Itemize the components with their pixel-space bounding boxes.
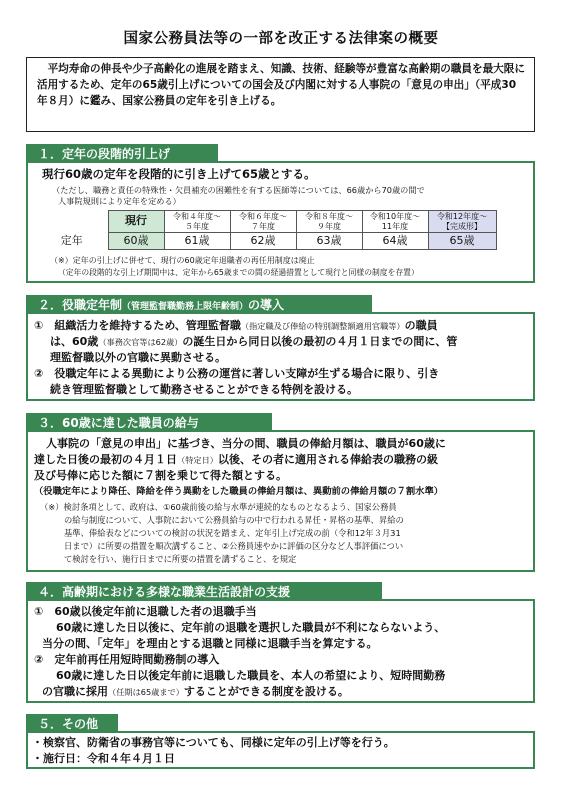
section-4-item-2-title: ② 定年前再任用短時間勤務制の導入	[34, 653, 220, 666]
table-row	[36, 233, 496, 250]
section-4-item-1-line-1: 60歳に達した日以後に、定年前の退職を選択した職員が不利にならないよう、	[56, 621, 446, 634]
section-3-line-4: （役職定年により降任、降給を伴う異動をした職員の俸給月額は、異動前の俸給月額の７割水準）	[34, 486, 444, 497]
table-corner	[36, 211, 108, 233]
section-2-box	[26, 312, 535, 401]
section-3-box	[26, 430, 535, 572]
section-2-item-1-line-1: ① 組織活力を維持するため、管理監督職（指定職及び俸給の特別調整額適用官職等）の職員	[34, 319, 438, 332]
retirement-age-table	[36, 210, 497, 250]
section-4-item-1-title: ① 60歳以後定年前に退職した者の退職手当	[34, 605, 257, 618]
page-title: 国家公務員法等の一部を改正する法律案の概要	[123, 31, 439, 47]
intro-box: 平均寿命の伸長や少子高齢化の進展を踏まえ、知識、技術、経験等が豊富な高齢期の職員を最大限に活用するため、定年の65歳引上げについての国会及び内閣に対する人事院の「意見の申出」（平成30年８月）に鑑み、国家公務員の定年を引き上げる。	[26, 57, 535, 132]
section-3-note-2: の給与制度について、人事院において公務員給与の中で行われる昇任・昇格の基準、昇給の	[64, 515, 404, 525]
section-5-line-1: ・検察官、防衛省の事務官等についても、同様に定年の引上げ等を行う。	[32, 736, 395, 749]
table-cell: 65歳	[428, 233, 496, 250]
table-cell: 61歳	[164, 233, 230, 250]
section-4-heading: ４．高齢期における多様な職業生活設計の支援	[26, 582, 382, 601]
section-2-item-1-line-3: 理監督職以外の官職に異動させる。	[50, 351, 226, 364]
section-3-note-5: て検討を行い、施行日までに所要の措置を講ずること、を規定	[64, 554, 297, 564]
section-5-line-2: ・施行日：令和４年４月１日	[32, 752, 175, 765]
section-4-item-1-line-2: 当分の間、「定年」を理由とする退職と同様に退職手当を算定する。	[42, 637, 378, 650]
table-header-cell: 令和６年度～ ７年度	[230, 211, 296, 233]
table-cell: 63歳	[296, 233, 362, 250]
table-row-label: 定年	[60, 233, 83, 247]
section-4-item-2-line-2: の官職に採用（任期は65歳まで）することができる制度を設ける。	[42, 685, 349, 698]
section-3-heading: ３．60歳に達した職員の給与	[26, 413, 272, 432]
section-3-note-4: 日まで）に所要の措置を順次講ずること、②公務員速やかに評価の区分など人事評価につい	[64, 541, 404, 551]
section-3-line-2: 達した日後の最初の４月１日（特定日）以後、その者に適用される俸給表の職務の級	[34, 453, 438, 466]
table-header-cell: 令和12年度～ 【完成形】	[428, 211, 496, 233]
section-2-item-1-line-2: は、60歳（事務次官等は62歳）の誕生日から同日以後の最初の４月１日までの間に、管	[50, 335, 458, 348]
table-header-cell: 現行	[108, 211, 164, 233]
section-2-item-2-line-1: ② 役職定年による異動により公務の運営に著しい支障が生ずる場合に限り、引き	[34, 367, 440, 380]
section-3-line-3: 及び号俸に応じた額に７割を乗じて得た額とする。	[34, 469, 287, 482]
table-cell: 64歳	[362, 233, 428, 250]
section-2-heading: ２．役職定年制（管理監督職勤務上限年齢制）の導入	[26, 295, 372, 314]
section-4-box	[26, 599, 535, 703]
section-1-note-1: （ただし、職務と責任の特殊性・欠員補充の困難性を有する医師等については、66歳から70歳の間で	[52, 185, 425, 195]
table-header-cell: 令和８年度～ ９年度	[296, 211, 362, 233]
section-1-heading: １．定年の段階的引上げ	[26, 144, 218, 163]
section-5-heading: ５．その他	[26, 714, 118, 733]
section-2-item-2-line-2: 続き管理監督職として勤務させることができる特例を設ける。	[50, 383, 358, 396]
section-3-line-1: 人事院の「意見の申出」に基づき、当分の間、職員の俸給月額は、職員が60歳に	[46, 437, 446, 450]
section-3-note-1: （※）検討条項として、政府は、①60歳前後の給与水準が連続的なものとなるよう、国家公務員	[40, 502, 397, 512]
table-cell: 62歳	[230, 233, 296, 250]
section-5-box	[26, 731, 535, 769]
section-1-footnote-1: （※）定年の引上げに併せて、現行の60歳定年退職者の再任用制度は廃止	[50, 256, 315, 265]
table-header-row	[36, 211, 496, 233]
table-header-cell: 令和10年度～ 11年度	[362, 211, 428, 233]
section-1-footnote-2: （定年の段階的な引上げ期間中は、定年から65歳までの間の経過措置として現行と同様の制度を存置）	[58, 268, 419, 277]
section-1-note-2: 人事院規則により定年を定める）	[58, 196, 181, 206]
section-1-lead: 現行60歳の定年を段階的に引き上げて65歳とする。	[42, 167, 316, 181]
table-cell: 60歳	[108, 233, 164, 250]
section-4-item-2-line-1: 60歳に達した日以後定年前に退職した職員を、本人の希望により、短時間勤務	[56, 669, 446, 682]
section-3-note-3: 基準、俸給表などについての検討の状況を踏まえ、定年引上げ完成の前（令和12年３月31	[64, 528, 401, 538]
table-header-cell: 令和４年度～ ５年度	[164, 211, 230, 233]
